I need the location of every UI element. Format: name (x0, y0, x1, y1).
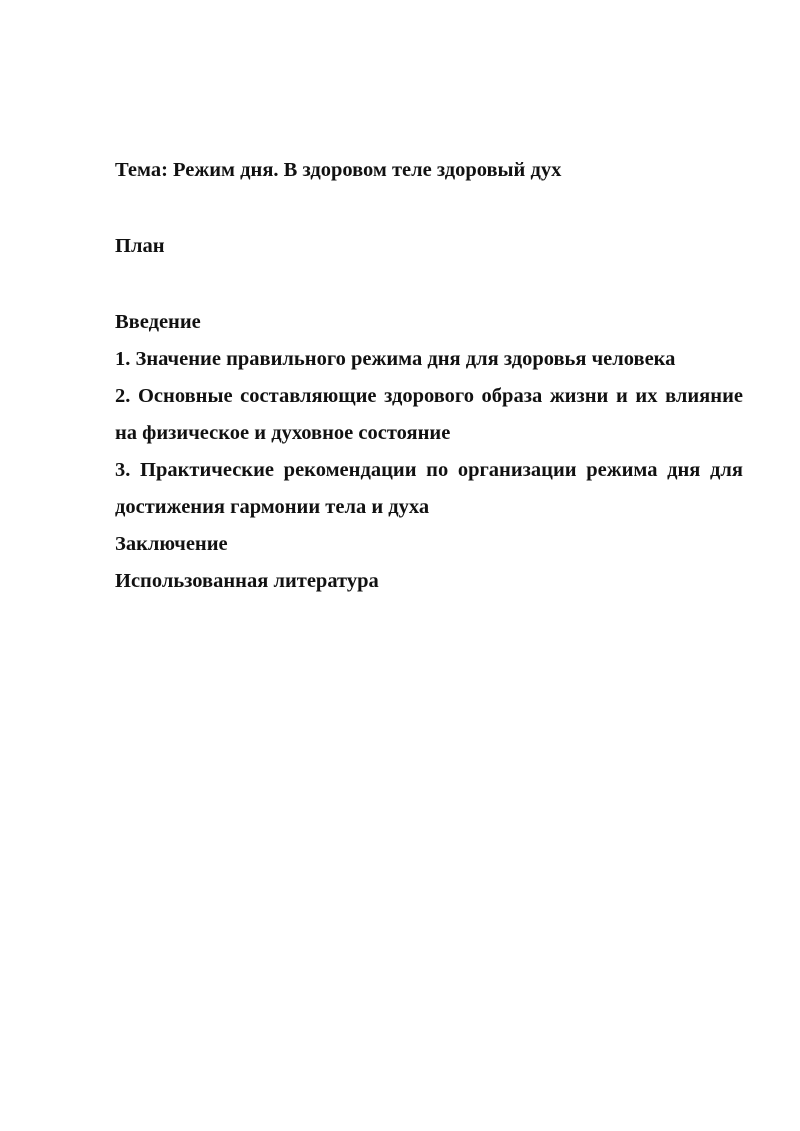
document-content (115, 152, 743, 600)
toc-item-1: 1. Значение правильного режима дня для здоровья человека (115, 348, 676, 370)
toc-item-2: 2. Основные составляющие здорового образа жизни и их влияние на физическое и духовное состояние (115, 385, 743, 444)
table-of-contents (115, 304, 743, 600)
toc-item-references: Использованная литература (115, 570, 379, 592)
document-title: Тема: Режим дня. В здоровом теле здоровый дух (115, 159, 562, 181)
toc-item-3: 3. Практические рекомендации по организации режима дня для достижения гармонии тела и духа (115, 459, 743, 518)
toc-item-introduction: Введение (115, 311, 201, 333)
plan-heading: План (115, 235, 165, 257)
toc-item-conclusion: Заключение (115, 533, 228, 555)
